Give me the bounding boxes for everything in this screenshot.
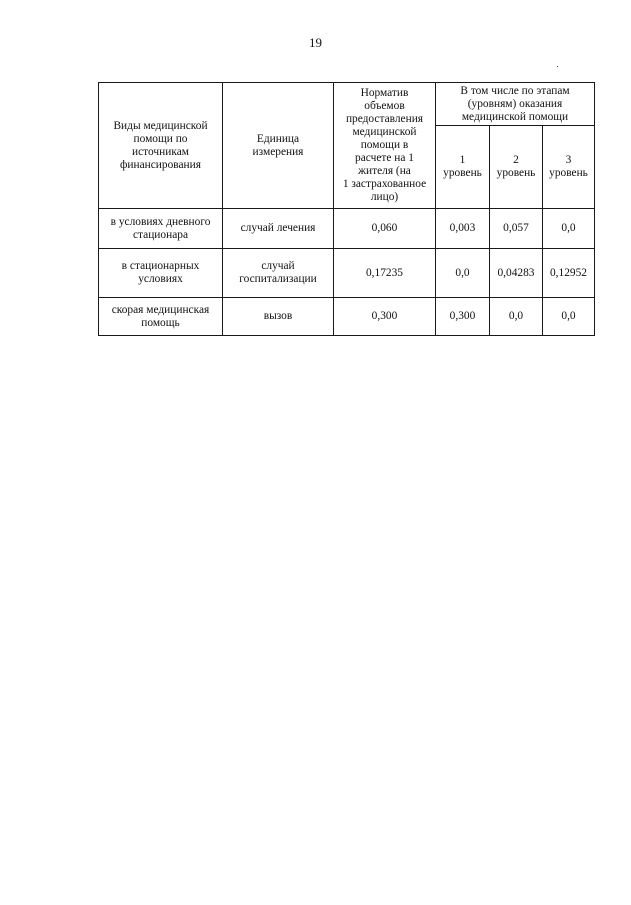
cell-level-3: 0,12952 <box>543 249 595 298</box>
table-row <box>99 298 595 336</box>
norms-table <box>98 82 595 336</box>
table-header-row <box>99 83 595 126</box>
cell-level-2: 0,04283 <box>490 249 543 298</box>
cell-unit: вызов <box>223 298 334 336</box>
cell-level-2: 0,057 <box>490 209 543 249</box>
cell-norm: 0,300 <box>334 298 436 336</box>
cell-level-1: 0,003 <box>436 209 490 249</box>
cell-level-2: 0,0 <box>490 298 543 336</box>
page-number: 19 <box>309 35 322 50</box>
cell-level-1: 0,300 <box>436 298 490 336</box>
cell-kind: скорая медицинская помощь <box>99 298 223 336</box>
header-level-1: 1 уровень <box>436 126 490 209</box>
cell-level-3: 0,0 <box>543 298 595 336</box>
cell-unit: случай госпитализации <box>223 249 334 298</box>
table-row <box>99 209 595 249</box>
header-stages-group: В том числе по этапам (уровням) оказания медицинской помощи <box>436 83 595 126</box>
header-level-2: 2 уровень <box>490 126 543 209</box>
header-level-3: 3 уровень <box>543 126 595 209</box>
cell-norm: 0,17235 <box>334 249 436 298</box>
header-norm: Норматив объемов предоставления медицинской помощи в расчете на 1 жителя (на 1 застрахованное лицо) <box>334 83 436 209</box>
cell-norm: 0,060 <box>334 209 436 249</box>
table-row <box>99 249 595 298</box>
header-kind: Виды медицинской помощи по источникам финансирования <box>99 83 223 209</box>
cell-kind: в условиях дневного стационара <box>99 209 223 249</box>
scan-speck <box>557 66 558 67</box>
cell-kind: в стационарных условиях <box>99 249 223 298</box>
header-unit: Единица измерения <box>223 83 334 209</box>
cell-level-1: 0,0 <box>436 249 490 298</box>
cell-level-3: 0,0 <box>543 209 595 249</box>
cell-unit: случай лечения <box>223 209 334 249</box>
